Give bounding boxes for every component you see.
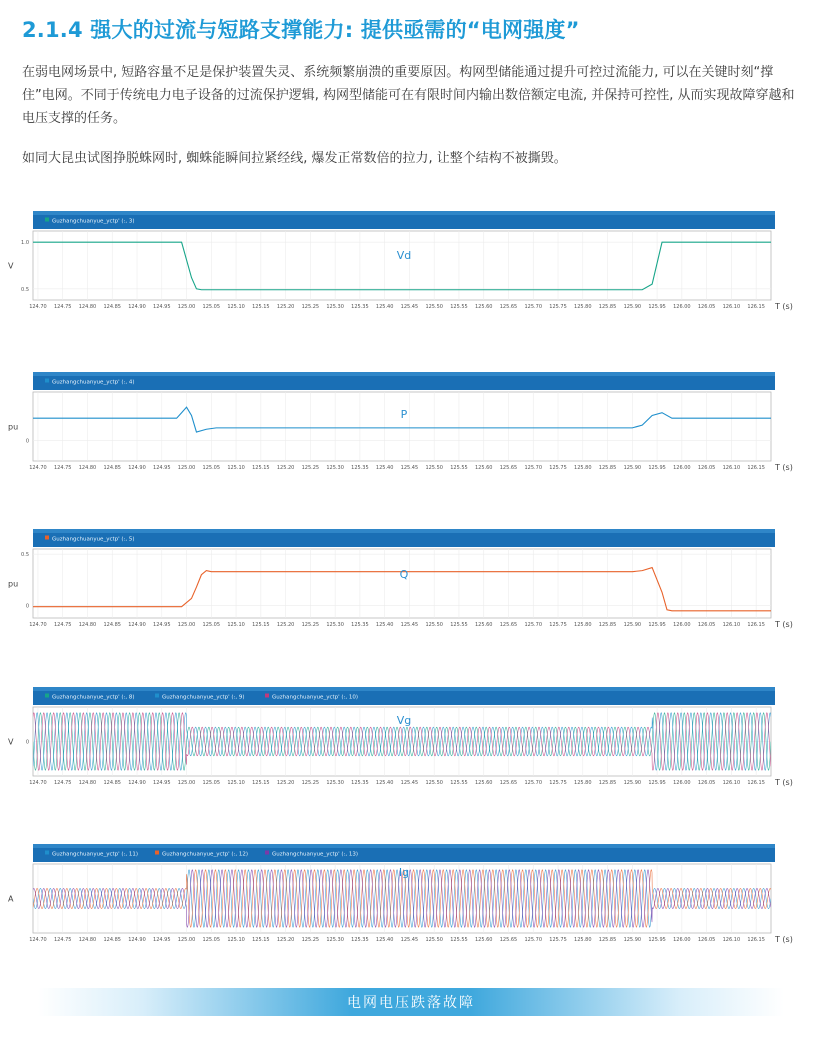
x-tick-label: 125.80: [574, 622, 592, 628]
chart-p: [0, 371, 821, 483]
x-tick-label: 125.30: [326, 622, 344, 628]
x-tick-label: 125.10: [227, 622, 245, 628]
x-tick-label: 125.35: [351, 304, 369, 310]
x-tick-label: 125.10: [227, 465, 245, 471]
legend-label: Guzhangchuanyue_yctp' (:, 4): [52, 379, 135, 386]
x-tick-label: 124.95: [153, 937, 171, 943]
x-tick-label: 125.55: [450, 465, 468, 471]
x-axis-unit: T (s): [775, 935, 793, 944]
plot-label: Vg: [396, 714, 412, 727]
legend-label: Guzhangchuanyue_yctp' (:, 3): [52, 218, 135, 225]
x-tick-label: 125.40: [375, 937, 394, 943]
x-tick-label: 125.60: [474, 622, 493, 628]
plot-label: P: [400, 408, 408, 421]
x-tick-label: 125.65: [499, 780, 518, 786]
x-tick-label: 125.60: [474, 465, 493, 471]
x-tick-label: 126.00: [673, 780, 691, 786]
chart-ig-svg: [0, 843, 821, 955]
x-axis-unit: T (s): [775, 778, 793, 787]
x-tick-label: 125.50: [425, 937, 443, 943]
legend-swatch: [45, 536, 49, 540]
x-tick-label: 125.30: [326, 304, 344, 310]
legend-label: Guzhangchuanyue_yctp' (:, 13): [272, 851, 359, 858]
x-tick-label: 126.15: [747, 622, 765, 628]
y-tick-label: 0: [25, 739, 29, 746]
x-tick-label: 124.85: [103, 780, 121, 786]
x-tick-label: 125.70: [524, 780, 543, 786]
x-tick-label: 125.50: [425, 304, 443, 310]
chart-ig: [0, 843, 821, 955]
chart-vd: [0, 210, 821, 322]
x-tick-label: 124.75: [53, 937, 72, 943]
x-tick-label: 125.45: [400, 780, 419, 786]
x-tick-label: 125.95: [648, 622, 666, 628]
chart-vg-svg: [0, 686, 821, 798]
x-tick-label: 126.10: [722, 622, 741, 628]
x-tick-label: 126.05: [697, 780, 716, 786]
x-tick-label: 124.80: [78, 937, 97, 943]
x-tick-label: 125.70: [524, 465, 543, 471]
x-tick-label: 125.05: [202, 304, 221, 310]
x-tick-label: 125.90: [623, 937, 642, 943]
x-tick-label: 125.90: [623, 780, 642, 786]
legend-header-highlight: [33, 211, 775, 215]
x-tick-label: 124.80: [78, 304, 97, 310]
x-tick-label: 125.30: [326, 780, 344, 786]
x-tick-label: 125.25: [301, 622, 320, 628]
x-tick-label: 124.70: [29, 304, 47, 310]
x-tick-label: 126.10: [722, 304, 741, 310]
x-tick-label: 125.75: [549, 304, 567, 310]
x-tick-label: 125.00: [177, 937, 196, 943]
x-tick-label: 124.95: [153, 465, 171, 471]
x-tick-label: 126.15: [747, 937, 765, 943]
chart-q: [0, 528, 821, 640]
x-tick-label: 125.95: [648, 465, 666, 471]
x-tick-label: 125.45: [400, 304, 419, 310]
x-tick-label: 126.05: [697, 937, 716, 943]
x-tick-label: 125.85: [598, 937, 617, 943]
x-tick-label: 125.40: [375, 465, 394, 471]
x-tick-label: 125.10: [227, 304, 245, 310]
x-tick-label: 125.40: [375, 780, 394, 786]
legend-swatch: [45, 851, 49, 855]
x-tick-label: 124.90: [128, 622, 146, 628]
y-axis-unit: pu: [8, 579, 19, 589]
chart-p-svg: [0, 371, 821, 483]
x-tick-label: 125.70: [524, 304, 543, 310]
x-tick-label: 126.00: [673, 937, 691, 943]
x-tick-label: 125.60: [474, 937, 493, 943]
intro-paragraph: 在弱电网场景中, 短路容量不足是保护装置失灵、系统频繁崩溃的重要原因。构网型储能通过提升可控过流能力, 可以在关键时刻“撑住”电网。不同于传统电力电子设备的过流保护逻辑, 构网型储能可在有限时间内输出数倍额定电流, 并保持可控性, 从而实现故障穿越和电压支撑的任务。: [22, 65, 795, 126]
x-tick-label: 125.70: [524, 937, 543, 943]
y-axis-unit: V: [8, 737, 14, 747]
x-tick-label: 125.60: [474, 304, 493, 310]
x-tick-label: 126.15: [747, 465, 765, 471]
y-axis-unit: pu: [8, 422, 19, 432]
legend-swatch: [45, 379, 49, 383]
legend-label: Guzhangchuanyue_yctp' (:, 9): [162, 694, 245, 701]
x-tick-label: 125.00: [177, 465, 196, 471]
legend-label: Guzhangchuanyue_yctp' (:, 12): [162, 851, 249, 858]
x-tick-label: 125.95: [648, 937, 666, 943]
x-tick-label: 124.90: [128, 465, 146, 471]
x-tick-label: 125.25: [301, 465, 320, 471]
legend-header-highlight: [33, 372, 775, 376]
x-tick-label: 126.00: [673, 304, 691, 310]
legend-swatch: [45, 694, 49, 698]
x-tick-label: 125.45: [400, 465, 419, 471]
x-tick-label: 125.30: [326, 937, 344, 943]
plot-area: [33, 549, 771, 618]
x-tick-label: 125.85: [598, 622, 617, 628]
x-tick-label: 125.95: [648, 304, 666, 310]
x-tick-label: 125.75: [549, 622, 567, 628]
x-tick-label: 125.10: [227, 937, 245, 943]
footer-caption: 电网电压跌落故障: [347, 995, 475, 1011]
x-tick-label: 125.75: [549, 465, 567, 471]
x-tick-label: 125.85: [598, 465, 617, 471]
x-tick-label: 125.40: [375, 622, 394, 628]
x-tick-label: 125.15: [252, 465, 270, 471]
x-tick-label: 124.80: [78, 465, 97, 471]
x-tick-label: 125.80: [574, 465, 592, 471]
x-tick-label: 125.80: [574, 304, 592, 310]
plot-label: Ig: [398, 866, 410, 879]
x-tick-label: 126.00: [673, 622, 691, 628]
x-tick-label: 124.95: [153, 622, 171, 628]
x-tick-label: 125.70: [524, 622, 543, 628]
legend-header-highlight: [33, 687, 775, 691]
x-tick-label: 125.15: [252, 780, 270, 786]
analogy-paragraph: 如同大昆虫试图挣脱蛛网时, 蜘蛛能瞬间拉紧经线, 爆发正常数倍的拉力, 让整个结构不被撕毁。: [22, 151, 567, 166]
x-tick-label: 126.05: [697, 622, 716, 628]
x-tick-label: 126.15: [747, 780, 765, 786]
plot-area: [33, 392, 771, 461]
x-tick-label: 124.80: [78, 780, 97, 786]
x-tick-label: 125.40: [375, 304, 394, 310]
chart-q-svg: [0, 528, 821, 640]
x-tick-label: 125.20: [276, 622, 295, 628]
legend-swatch: [45, 218, 49, 222]
x-tick-label: 125.45: [400, 622, 419, 628]
chart-vg: [0, 686, 821, 798]
x-tick-label: 125.45: [400, 937, 419, 943]
x-tick-label: 125.20: [276, 465, 295, 471]
x-tick-label: 125.15: [252, 622, 270, 628]
legend-header-highlight: [33, 529, 775, 533]
y-axis-unit: A: [8, 894, 14, 904]
x-tick-label: 125.20: [276, 304, 295, 310]
x-tick-label: 125.25: [301, 304, 320, 310]
x-tick-label: 124.95: [153, 780, 171, 786]
y-tick-label: 0: [25, 438, 29, 445]
x-tick-label: 125.55: [450, 780, 468, 786]
x-tick-label: 125.90: [623, 465, 642, 471]
x-tick-label: 125.60: [474, 780, 493, 786]
x-tick-label: 125.50: [425, 622, 443, 628]
x-tick-label: 124.70: [29, 622, 47, 628]
x-tick-label: 125.95: [648, 780, 666, 786]
y-tick-label: 0: [25, 603, 29, 610]
x-tick-label: 125.50: [425, 465, 443, 471]
x-tick-label: 124.85: [103, 937, 121, 943]
x-tick-label: 124.95: [153, 304, 171, 310]
x-axis-unit: T (s): [775, 463, 793, 472]
x-tick-label: 125.55: [450, 304, 468, 310]
x-tick-label: 125.20: [276, 937, 295, 943]
x-tick-label: 125.00: [177, 780, 196, 786]
legend-swatch: [155, 694, 159, 698]
x-tick-label: 124.90: [128, 780, 146, 786]
x-axis-unit: T (s): [775, 302, 793, 311]
x-tick-label: 125.65: [499, 304, 518, 310]
x-tick-label: 126.05: [697, 465, 716, 471]
x-tick-label: 126.10: [722, 465, 741, 471]
legend-swatch: [265, 694, 269, 698]
x-tick-label: 124.70: [29, 780, 47, 786]
x-tick-label: 125.00: [177, 622, 196, 628]
x-tick-label: 125.90: [623, 622, 642, 628]
x-tick-label: 124.85: [103, 622, 121, 628]
x-tick-label: 124.75: [53, 780, 72, 786]
x-tick-label: 125.35: [351, 780, 369, 786]
x-tick-label: 125.20: [276, 780, 295, 786]
legend-header-highlight: [33, 844, 775, 848]
x-tick-label: 125.75: [549, 937, 567, 943]
x-tick-label: 124.75: [53, 304, 72, 310]
x-tick-label: 125.05: [202, 465, 221, 471]
x-tick-label: 124.70: [29, 937, 47, 943]
plot-label: Vd: [396, 249, 412, 262]
x-tick-label: 125.65: [499, 622, 518, 628]
y-axis-unit: V: [8, 261, 14, 271]
x-tick-label: 125.55: [450, 622, 468, 628]
x-axis-unit: T (s): [775, 620, 793, 629]
x-tick-label: 125.25: [301, 937, 320, 943]
x-tick-label: 125.05: [202, 937, 221, 943]
x-tick-label: 125.85: [598, 780, 617, 786]
x-tick-label: 125.80: [574, 937, 592, 943]
x-tick-label: 126.10: [722, 780, 741, 786]
x-tick-label: 125.35: [351, 937, 369, 943]
x-tick-label: 125.65: [499, 465, 518, 471]
y-tick-label: 0.5: [21, 286, 29, 293]
legend-label: Guzhangchuanyue_yctp' (:, 10): [272, 694, 359, 701]
x-tick-label: 126.10: [722, 937, 741, 943]
x-tick-label: 124.80: [78, 622, 97, 628]
x-tick-label: 124.75: [53, 622, 72, 628]
x-tick-label: 126.05: [697, 304, 716, 310]
legend-label: Guzhangchuanyue_yctp' (:, 8): [52, 694, 135, 701]
x-tick-label: 125.25: [301, 780, 320, 786]
x-tick-label: 126.00: [673, 465, 691, 471]
x-tick-label: 125.00: [177, 304, 196, 310]
y-tick-label: 1.0: [21, 240, 29, 247]
chart-vd-svg: [0, 210, 821, 322]
x-tick-label: 124.90: [128, 304, 146, 310]
x-tick-label: 124.70: [29, 465, 47, 471]
x-tick-label: 125.30: [326, 465, 344, 471]
legend-label: Guzhangchuanyue_yctp' (:, 5): [52, 536, 135, 543]
legend-swatch: [265, 851, 269, 855]
plot-label: Q: [399, 568, 409, 581]
x-tick-label: 125.35: [351, 465, 369, 471]
x-tick-label: 125.90: [623, 304, 642, 310]
x-tick-label: 125.15: [252, 937, 270, 943]
x-tick-label: 126.15: [747, 304, 765, 310]
x-tick-label: 125.10: [227, 780, 245, 786]
footer-banner: [38, 988, 784, 1016]
x-tick-label: 124.90: [128, 937, 146, 943]
legend-label: Guzhangchuanyue_yctp' (:, 11): [52, 851, 139, 858]
y-tick-label: 0.5: [21, 552, 29, 559]
legend-swatch: [155, 851, 159, 855]
x-tick-label: 125.75: [549, 780, 567, 786]
x-tick-label: 125.50: [425, 780, 443, 786]
x-tick-label: 124.85: [103, 465, 121, 471]
x-tick-label: 124.75: [53, 465, 72, 471]
x-tick-label: 125.35: [351, 622, 369, 628]
x-tick-label: 125.80: [574, 780, 592, 786]
x-tick-label: 125.85: [598, 304, 617, 310]
x-tick-label: 125.15: [252, 304, 270, 310]
x-tick-label: 125.05: [202, 780, 221, 786]
x-tick-label: 125.65: [499, 937, 518, 943]
section-title: 2.1.4 强大的过流与短路支撑能力: 提供亟需的“电网强度”: [22, 18, 580, 42]
x-tick-label: 125.05: [202, 622, 221, 628]
x-tick-label: 125.55: [450, 937, 468, 943]
x-tick-label: 124.85: [103, 304, 121, 310]
